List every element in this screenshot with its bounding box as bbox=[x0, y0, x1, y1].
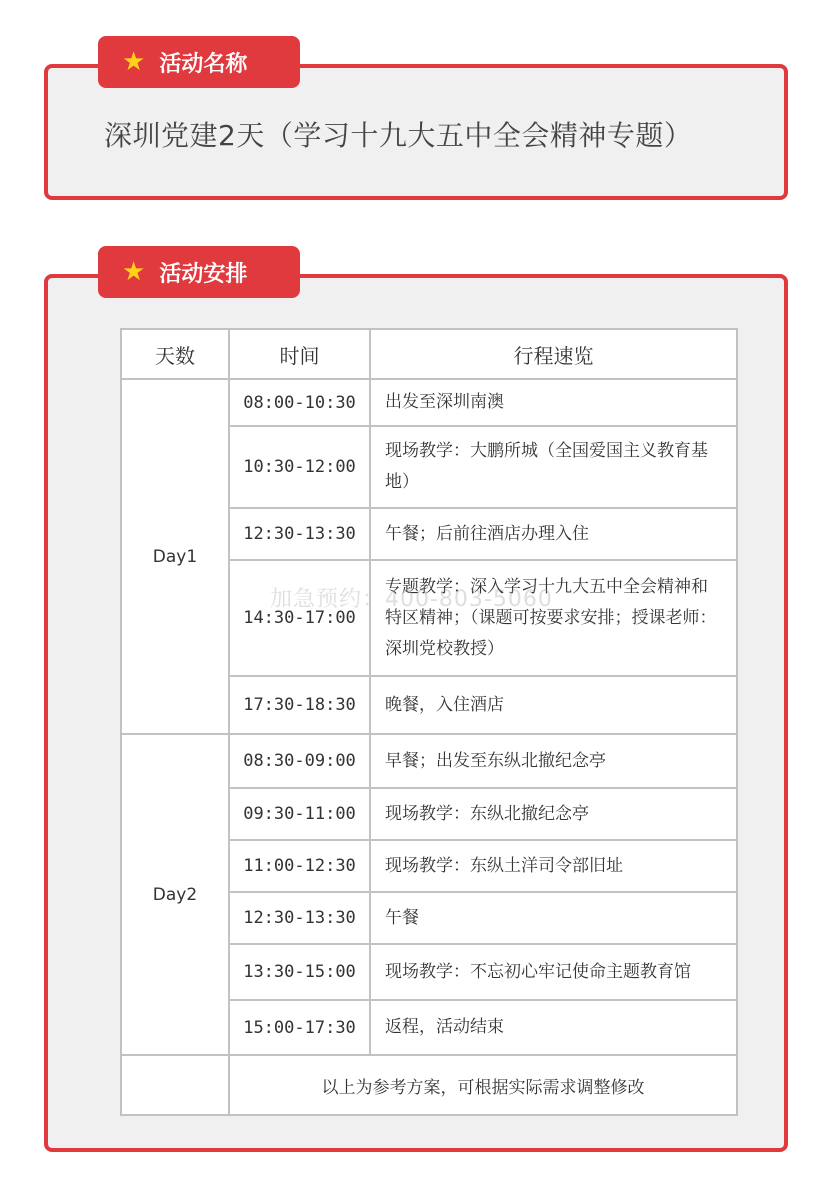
activity-title: 深圳党建2天（学习十九大五中全会精神专题） bbox=[104, 119, 693, 152]
time-cell: 17:30-18:30 bbox=[229, 676, 370, 734]
time-cell: 09:30-11:00 bbox=[229, 788, 370, 840]
header-itinerary: 行程速览 bbox=[370, 329, 737, 379]
time-cell: 10:30-12:00 bbox=[229, 426, 370, 508]
table-footer-row bbox=[121, 1055, 737, 1115]
schedule-table bbox=[120, 328, 738, 1116]
star-icon: ★ bbox=[122, 257, 146, 287]
desc-cell: 午餐 bbox=[370, 892, 737, 944]
desc-cell: 现场教学：东纵土洋司令部旧址 bbox=[370, 840, 737, 892]
time-cell: 12:30-13:30 bbox=[229, 892, 370, 944]
table-header-row bbox=[121, 329, 737, 379]
activity-name-badge bbox=[98, 36, 300, 88]
activity-plan-badge bbox=[98, 246, 300, 298]
star-icon: ★ bbox=[122, 47, 146, 77]
time-cell: 08:30-09:00 bbox=[229, 734, 370, 788]
time-cell: 08:00-10:30 bbox=[229, 379, 370, 426]
header-time: 时间 bbox=[229, 329, 370, 379]
day-label: Day1 bbox=[121, 379, 229, 734]
desc-cell: 出发至深圳南澳 bbox=[370, 379, 737, 426]
activity-name-label: 活动名称 bbox=[159, 51, 248, 77]
header-day: 天数 bbox=[121, 329, 229, 379]
activity-plan-card bbox=[44, 274, 788, 1152]
desc-cell: 午餐；后前往酒店办理入住 bbox=[370, 508, 737, 560]
time-cell: 11:00-12:30 bbox=[229, 840, 370, 892]
watermark: 加急预约：400-803-5060 bbox=[270, 587, 553, 612]
desc-cell: 返程，活动结束 bbox=[370, 1000, 737, 1055]
day-label: Day2 bbox=[121, 734, 229, 1055]
footer-spacer-cell bbox=[121, 1055, 229, 1115]
desc-cell: 现场教学：不忘初心牢记使命主题教育馆 bbox=[370, 944, 737, 1000]
desc-cell: 专题教学：深入学习十九大五中全会精神和特区精神；（课题可按要求安排；授课老师：深圳党校教授） bbox=[370, 560, 737, 676]
time-cell: 12:30-13:30 bbox=[229, 508, 370, 560]
table-row bbox=[121, 379, 737, 426]
desc-cell: 现场教学：大鹏所城（全国爱国主义教育基地） bbox=[370, 426, 737, 508]
table-row bbox=[121, 734, 737, 788]
desc-cell: 早餐；出发至东纵北撤纪念亭 bbox=[370, 734, 737, 788]
footer-note: 以上为参考方案，可根据实际需求调整修改 bbox=[229, 1055, 737, 1115]
time-cell: 14:30-17:00 bbox=[229, 560, 370, 676]
time-cell: 15:00-17:30 bbox=[229, 1000, 370, 1055]
desc-cell: 现场教学：东纵北撤纪念亭 bbox=[370, 788, 737, 840]
desc-cell: 晚餐，入住酒店 bbox=[370, 676, 737, 734]
activity-plan-label: 活动安排 bbox=[159, 261, 248, 287]
time-cell: 13:30-15:00 bbox=[229, 944, 370, 1000]
